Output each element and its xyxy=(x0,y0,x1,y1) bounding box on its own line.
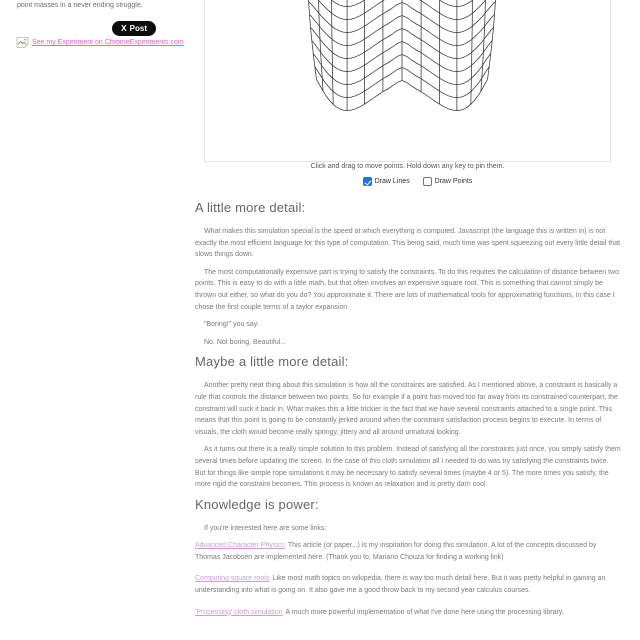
canvas-caption: Click and drag to move points. Hold down any key to pin them. xyxy=(310,163,505,170)
section-heading-more-detail: A little more detail: xyxy=(195,200,306,215)
draw-lines-checkbox[interactable] xyxy=(363,177,372,186)
resource-description: Like most math topics on wikipedia, there is way too much detail here. But it was pretty helpful in gaining an understanding into what is going on. It also gave me a good throw back to my second year calculus courses. xyxy=(195,575,606,595)
draw-points-control[interactable] xyxy=(423,177,473,186)
resource-item xyxy=(195,607,621,619)
draw-controls xyxy=(214,177,621,186)
processing-cloth-simulation-link[interactable]: 'Processing' cloth simulation xyxy=(195,608,283,616)
paragraph: As it turns out there is a really simple solution to this problem. Instead of satisfying all the constraints just once, you simply satisfy them several times before updating the screen. In the case of this cloth simulation all I needed to do was try satisfying the constraints twice. But for things like simple rope simulations it may be necessary to satisfy several times (maybe 4 or 5). The more times you satisfy, the more rigid the constraint becomes. This process is known as relaxation and is pretty darn cool. xyxy=(195,446,621,489)
paragraph: The most computationally expensive part is trying to satisfy the constraints. To do this requires the calculation of distance between two points. This is easy to do with a little math, but that often involves an expensive square root. This is something that cannot simply be thrown out either, so what do you do? You approximate it. There are lots of mathematical tools for approximating functions, in this case I chose the first couple terms of a taylor expansion. xyxy=(195,268,620,311)
resource-description: A much more powerful implementation of what I've done here using the processing library. xyxy=(285,608,564,616)
computing-square-roots-link[interactable]: Computing square roots xyxy=(195,575,270,583)
advanced-character-physics-link[interactable]: Advanced Character Physics xyxy=(195,542,285,550)
intro-text: point masses in a never ending struggle. xyxy=(17,2,143,9)
resource-description: This article (or paper...) is my inspiration for doing this simulation. A lot of the concepts discussed by Thomas Jacobsen are implemented here. (Thank you to, Mariano Chouza for finding a working link) xyxy=(195,542,597,561)
resource-item xyxy=(195,573,621,596)
chromeexperiments-link[interactable]: See my Experiment on ChromeExperiments.com xyxy=(32,39,184,46)
paragraph: "Boring!" you say. xyxy=(204,321,259,329)
links-intro: If you're interested here are some links: xyxy=(204,524,327,532)
section-heading-knowledge: Knowledge is power: xyxy=(195,496,319,512)
cloth-mesh[interactable] xyxy=(205,0,610,160)
post-button-label: Post xyxy=(129,24,148,33)
draw-lines-label: Draw Lines xyxy=(374,178,410,185)
draw-points-checkbox[interactable] xyxy=(423,177,432,186)
broken-image-icon xyxy=(16,37,29,48)
draw-points-label: Draw Points xyxy=(434,178,473,185)
article-content xyxy=(195,196,621,628)
draw-lines-control[interactable] xyxy=(363,177,410,186)
simulation-canvas[interactable] xyxy=(204,0,611,162)
paragraph: Another pretty neat thing about this simulation is how all the constraints are satisfied. As I mentioned above, a constraint is basically a rule that controls the distance between two points. So for example if a point has moved too far away from its constrained counterpart, the constraint will suck it back in. What makes this a little trickier is the fact that we have several constraints attached to a single point. This means that this point is going to be constantly jerked around when the constraint satisfaction process begins to execute. In terms of visuals, the cloth would become really springy, jittery and all around unnatural looking. xyxy=(195,382,618,436)
paragraph: No. Not boring. Beautiful... xyxy=(204,338,287,346)
resource-item xyxy=(195,540,621,563)
x-logo-icon: X xyxy=(121,23,127,34)
section-heading-maybe-more-detail: Maybe a little more detail: xyxy=(195,354,349,370)
x-post-button[interactable] xyxy=(112,21,156,36)
experiment-link-row xyxy=(16,37,184,48)
paragraph: What makes this simulation special is the speed at which everything is computed. Javascript (the language this is written in) is not exactly the most efficient language for this type of computation. This being said, much time was spent squeezing out every little detail that slows things down. xyxy=(195,228,621,259)
